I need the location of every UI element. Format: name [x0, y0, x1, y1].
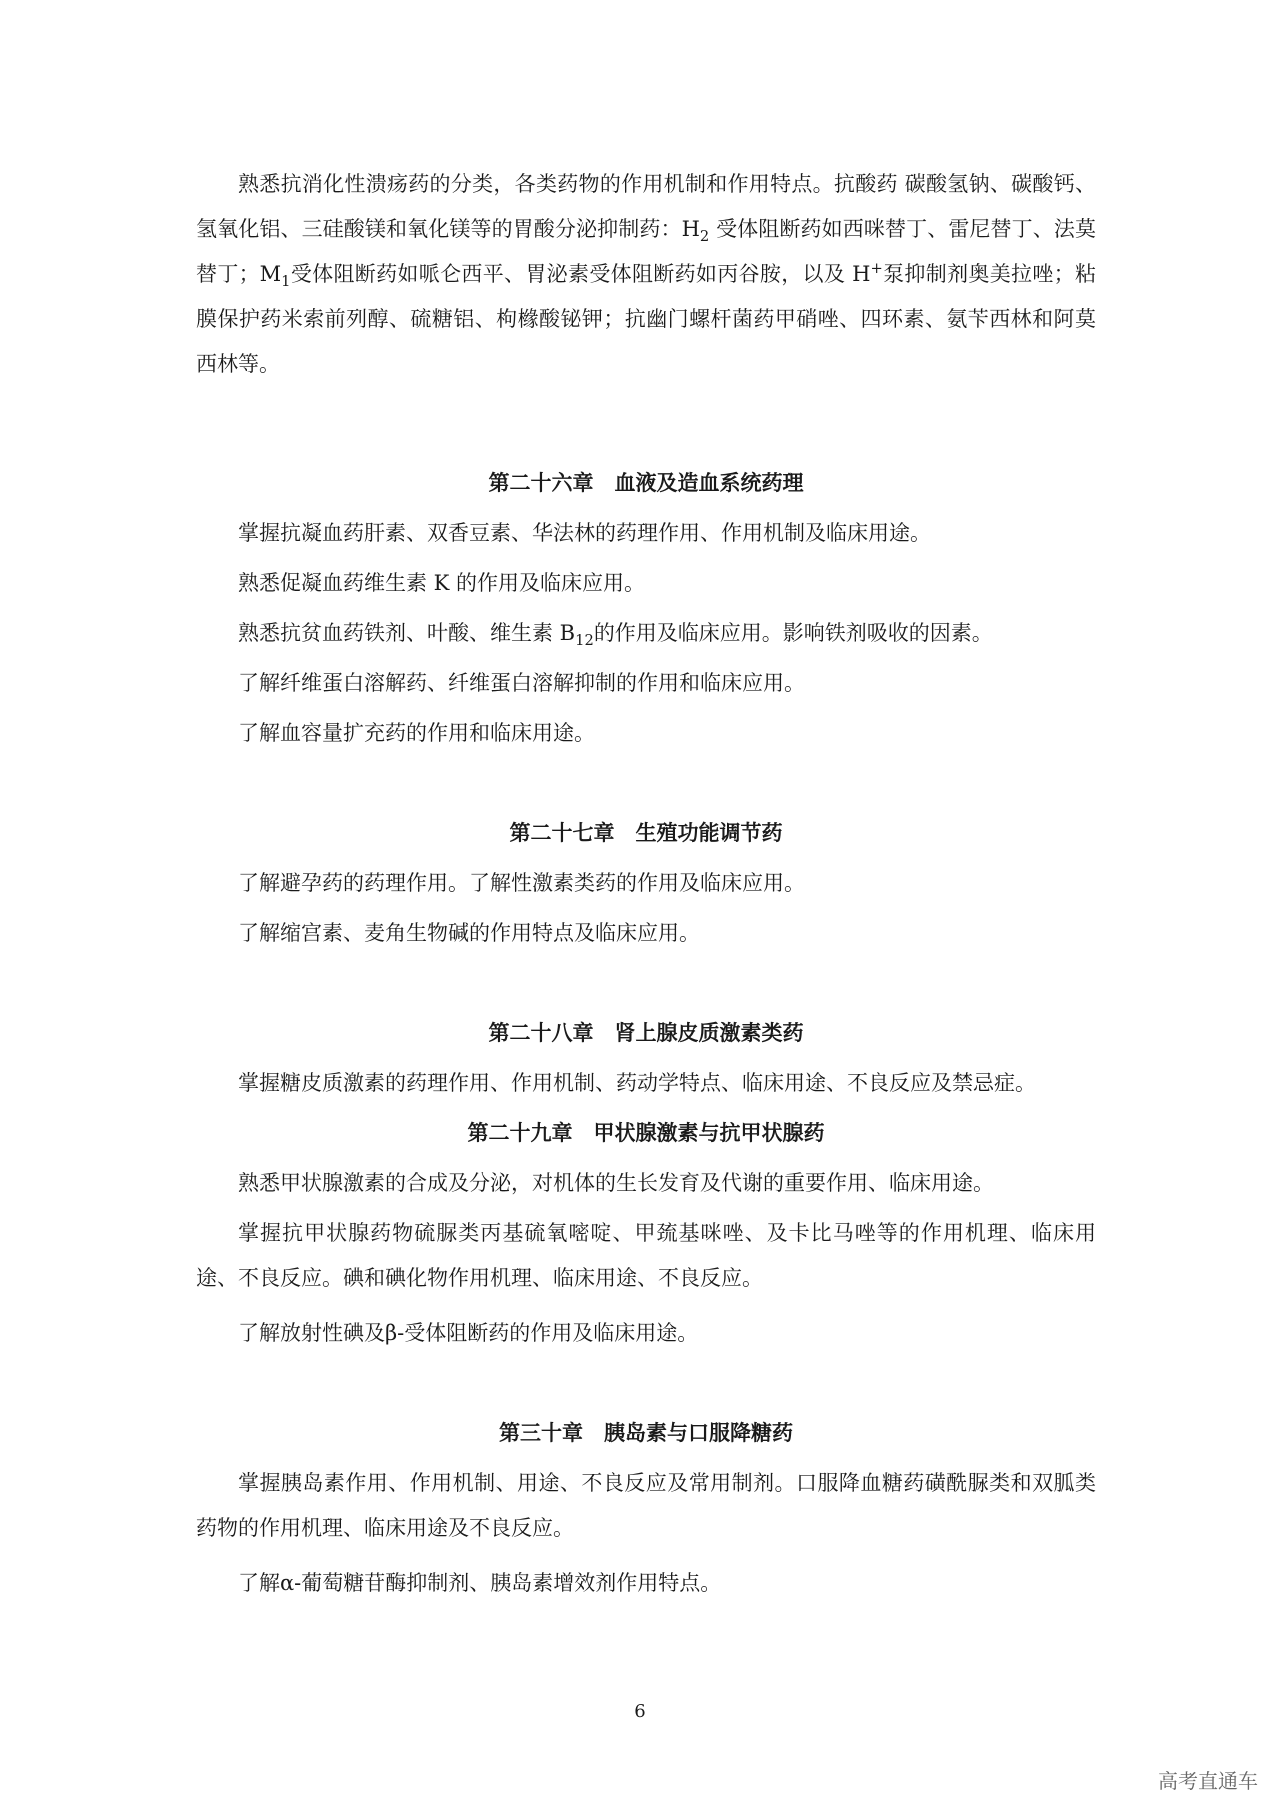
chapter-27-line-1: 了解避孕药的药理作用。了解性激素类药的作用及临床应用。	[238, 871, 805, 895]
chapter-26-line-2: 熟悉促凝血药维生素 K 的作用及临床应用。	[238, 571, 646, 595]
chapter-26-title: 第二十六章 血液及造血系统药理	[488, 470, 804, 495]
chapter-30-paragraph-1: 掌握胰岛素作用、作用机制、用途、不良反应及常用制剂。口服降血糖药磺酰脲类和双胍类药物的作用机理、临床用途及不良反应。	[196, 1471, 1096, 1540]
chapter-30-line-2: 了解α-葡萄糖苷酶抑制剂、胰岛素增效剂作用特点。	[238, 1571, 722, 1595]
chapter-29-line-1: 熟悉甲状腺激素的合成及分泌，对机体的生长发育及代谢的重要作用、临床用途。	[238, 1171, 994, 1195]
chapter-28-line-1: 掌握糖皮质激素的药理作用、作用机制、药动学特点、临床用途、不良反应及禁忌症。	[238, 1071, 1036, 1095]
chapter-30-title: 第三十章 胰岛素与口服降糖药	[499, 1420, 793, 1445]
chapter-26-line-5: 了解血容量扩充药的作用和临床用途。	[238, 721, 595, 745]
chapter-27-title: 第二十七章 生殖功能调节药	[509, 820, 783, 845]
page-number: 6	[634, 1701, 646, 1722]
intro-paragraph: 熟悉抗消化性溃疡药的分类，各类药物的作用机制和作用特点。抗酸药 碳酸氢钠、碳酸钙、氢氧化铝、三硅酸镁和氧化镁等的胃酸分泌抑制药：$H_2$ 受体阻断药如西咪替丁、雷尼替丁、法莫替丁；$M_1$受体阻断药如哌仑西平、胃泌素受体阻断药如丙谷胺，以及 H+泵抑制剂奥美拉唑；粘膜保护药米索前列醇、硫糖铝、枸橼酸铋钾；抗幽门螺杆菌药甲硝唑、四环素、氨苄西林和阿莫西林等。	[196, 172, 1096, 376]
chapter-29-line-3: 了解放射性碘及β-受体阻断药的作用及临床用途。	[238, 1321, 699, 1345]
chapter-28-title: 第二十八章 肾上腺皮质激素类药	[488, 1020, 804, 1045]
chapter-29-title: 第二十九章 甲状腺激素与抗甲状腺药	[467, 1120, 825, 1145]
chapter-26-line-3: 熟悉抗贫血药铁剂、叶酸、维生素 $B_{12}$的作用及临床应用。影响铁剂吸收的因素。	[238, 621, 993, 650]
chapter-26-line-4: 了解纤维蛋白溶解药、纤维蛋白溶解抑制的作用和临床应用。	[238, 671, 805, 695]
chapter-26-line-1: 掌握抗凝血药肝素、双香豆素、华法林的药理作用、作用机制及临床用途。	[238, 521, 931, 545]
chapter-27-line-2: 了解缩宫素、麦角生物碱的作用特点及临床应用。	[238, 921, 700, 945]
chapter-29-paragraph-2: 掌握抗甲状腺药物硫脲类丙基硫氧嘧啶、甲巯基咪唑、及卡比马唑等的作用机理、临床用途、不良反应。碘和碘化物作用机理、临床用途、不良反应。	[196, 1221, 1096, 1290]
watermark-text: 高考直通车	[1158, 1769, 1258, 1793]
